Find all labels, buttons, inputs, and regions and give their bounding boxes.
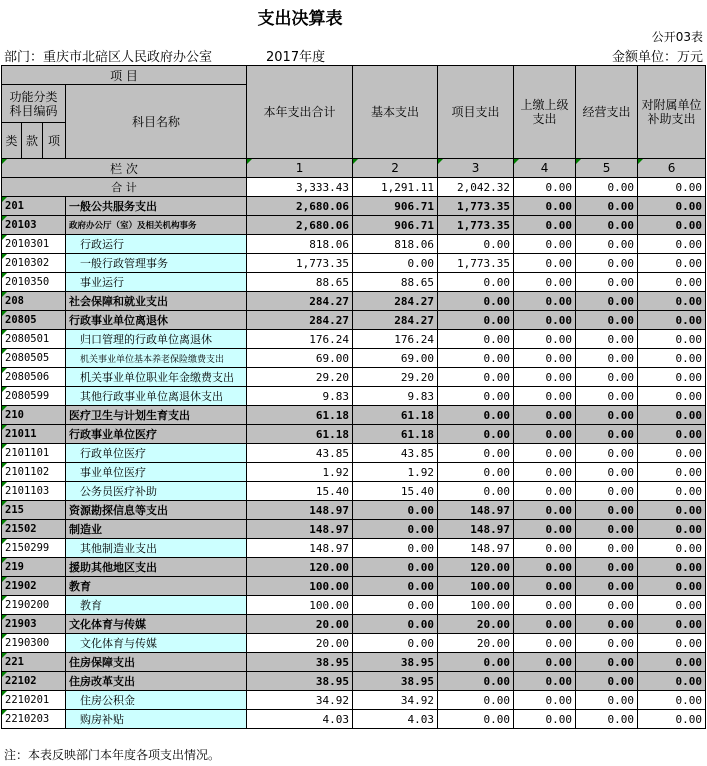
row-value: 284.27: [247, 292, 353, 311]
row-value: 9.83: [353, 387, 438, 406]
row-value: 0.00: [576, 406, 638, 425]
row-value: 0.00: [438, 292, 514, 311]
table-row: [2, 197, 706, 216]
row-code: 2210203: [2, 710, 66, 729]
footer-note: 注：本表反映部门本年度各项支出情况。: [4, 748, 221, 762]
row-value: 43.85: [353, 444, 438, 463]
row-value: 0.00: [514, 311, 576, 330]
row-value: 0.00: [353, 501, 438, 520]
row-value: 34.92: [353, 691, 438, 710]
table-row: [2, 615, 706, 634]
header-lanci: 栏 次: [2, 159, 247, 178]
row-value: 0.00: [576, 254, 638, 273]
row-code: 2101103: [2, 482, 66, 501]
row-value: 100.00: [438, 577, 514, 596]
col-num-2: 2: [353, 159, 438, 178]
meta-line: [4, 46, 703, 64]
row-value: 0.00: [638, 349, 706, 368]
row-value: 0.00: [514, 387, 576, 406]
total-label: 合 计: [2, 178, 247, 197]
row-value: 148.97: [438, 539, 514, 558]
row-value: 0.00: [438, 653, 514, 672]
table-row: [2, 634, 706, 653]
row-value: 284.27: [353, 311, 438, 330]
header-xiang: 项: [43, 123, 66, 159]
total-value: 0.00: [638, 178, 706, 197]
row-value: 0.00: [638, 387, 706, 406]
row-value: 1.92: [247, 463, 353, 482]
row-value: 0.00: [438, 691, 514, 710]
row-value: 1,773.35: [247, 254, 353, 273]
row-value: 69.00: [247, 349, 353, 368]
row-value: 38.95: [353, 653, 438, 672]
row-name: 社会保障和就业支出: [66, 292, 247, 311]
row-code: 2150299: [2, 539, 66, 558]
row-name: 资源勘探信息等支出: [66, 501, 247, 520]
row-code: 221: [2, 653, 66, 672]
row-value: 38.95: [353, 672, 438, 691]
table-row: [2, 691, 706, 710]
row-value: 0.00: [576, 539, 638, 558]
row-value: 1,773.35: [438, 254, 514, 273]
row-value: 0.00: [353, 596, 438, 615]
col-num-3: 3: [438, 159, 514, 178]
row-value: 0.00: [514, 273, 576, 292]
table-row: [2, 520, 706, 539]
row-value: 20.00: [247, 634, 353, 653]
col-num-5: 5: [576, 159, 638, 178]
row-code: 21011: [2, 425, 66, 444]
header-col-2: 基本支出: [353, 66, 438, 159]
table-row: [2, 387, 706, 406]
row-name: 一般公共服务支出: [66, 197, 247, 216]
row-value: 9.83: [247, 387, 353, 406]
row-value: 1,773.35: [438, 216, 514, 235]
row-value: 0.00: [576, 387, 638, 406]
row-code: 2080599: [2, 387, 66, 406]
row-name: 行政事业单位离退休: [66, 311, 247, 330]
row-value: 0.00: [576, 558, 638, 577]
row-name: 机关事业单位职业年金缴费支出: [66, 368, 247, 387]
header-xiangmu: 项 目: [2, 66, 247, 85]
row-value: 61.18: [247, 425, 353, 444]
unit-label: 金额单位：万元: [611, 50, 703, 65]
row-value: 0.00: [638, 691, 706, 710]
row-value: 0.00: [514, 577, 576, 596]
row-value: 0.00: [438, 330, 514, 349]
table-row: [2, 254, 706, 273]
row-value: 0.00: [514, 330, 576, 349]
row-value: 0.00: [576, 463, 638, 482]
row-code: 21902: [2, 577, 66, 596]
row-value: 69.00: [353, 349, 438, 368]
row-value: 0.00: [514, 425, 576, 444]
row-code: 2101101: [2, 444, 66, 463]
row-name: 其他行政事业单位离退休支出: [66, 387, 247, 406]
row-value: 148.97: [247, 520, 353, 539]
row-value: 4.03: [353, 710, 438, 729]
row-name: 援助其他地区支出: [66, 558, 247, 577]
row-value: 0.00: [576, 672, 638, 691]
row-value: 0.00: [514, 634, 576, 653]
table-row: [2, 672, 706, 691]
row-value: 88.65: [247, 273, 353, 292]
row-name: 公务员医疗补助: [66, 482, 247, 501]
table-row: [2, 368, 706, 387]
row-value: 0.00: [576, 425, 638, 444]
row-value: 148.97: [438, 520, 514, 539]
table-row: [2, 577, 706, 596]
table-row: [2, 463, 706, 482]
row-code: 21903: [2, 615, 66, 634]
row-value: 100.00: [247, 577, 353, 596]
row-value: 818.06: [247, 235, 353, 254]
row-value: 0.00: [638, 653, 706, 672]
row-value: 0.00: [576, 520, 638, 539]
row-value: 0.00: [638, 330, 706, 349]
table-row: [2, 653, 706, 672]
row-value: 0.00: [638, 615, 706, 634]
row-value: 34.92: [247, 691, 353, 710]
row-value: 0.00: [438, 425, 514, 444]
row-value: 0.00: [576, 596, 638, 615]
row-value: 0.00: [638, 672, 706, 691]
row-value: 0.00: [514, 235, 576, 254]
row-value: 0.00: [353, 577, 438, 596]
table-row: [2, 710, 706, 729]
row-value: 0.00: [576, 330, 638, 349]
table-row: [2, 330, 706, 349]
row-value: 0.00: [576, 482, 638, 501]
table-row: [2, 311, 706, 330]
table-row: [2, 482, 706, 501]
department-label: 部门：重庆市北碚区人民政府办公室: [4, 50, 213, 65]
row-value: 0.00: [638, 634, 706, 653]
row-value: 0.00: [576, 634, 638, 653]
table-row: [2, 558, 706, 577]
page-title: 支出决算表: [257, 9, 343, 29]
header-col-6: 对附属单位补助支出: [638, 66, 706, 159]
row-value: 906.71: [353, 216, 438, 235]
row-value: 148.97: [247, 501, 353, 520]
table-row: [2, 349, 706, 368]
row-value: 0.00: [576, 349, 638, 368]
row-value: 0.00: [514, 482, 576, 501]
table-row: [2, 596, 706, 615]
row-value: 0.00: [353, 558, 438, 577]
row-value: 0.00: [576, 501, 638, 520]
row-code: 210: [2, 406, 66, 425]
row-value: 0.00: [638, 596, 706, 615]
table-row: [2, 406, 706, 425]
row-value: 15.40: [247, 482, 353, 501]
row-value: 100.00: [247, 596, 353, 615]
row-name: 机关事业单位基本养老保险缴费支出: [66, 349, 247, 368]
row-code: 2101102: [2, 463, 66, 482]
table-row: [2, 539, 706, 558]
row-value: 0.00: [576, 691, 638, 710]
row-value: 0.00: [438, 672, 514, 691]
row-value: 0.00: [438, 463, 514, 482]
col-num-1: 1: [247, 159, 353, 178]
table-row: [2, 216, 706, 235]
header-kuan: 款: [22, 123, 43, 159]
row-code: 2080506: [2, 368, 66, 387]
row-value: 0.00: [576, 615, 638, 634]
row-code: 219: [2, 558, 66, 577]
row-value: 0.00: [353, 634, 438, 653]
row-value: 61.18: [353, 406, 438, 425]
row-value: 0.00: [438, 368, 514, 387]
row-value: 0.00: [514, 691, 576, 710]
row-value: 0.00: [438, 444, 514, 463]
row-value: 120.00: [247, 558, 353, 577]
row-value: 0.00: [438, 273, 514, 292]
col-num-4: 4: [514, 159, 576, 178]
table-row: [2, 273, 706, 292]
row-value: 0.00: [638, 444, 706, 463]
total-value: 1,291.11: [353, 178, 438, 197]
row-value: 0.00: [576, 368, 638, 387]
row-value: 906.71: [353, 197, 438, 216]
row-value: 0.00: [514, 558, 576, 577]
row-value: 20.00: [438, 634, 514, 653]
row-value: 0.00: [576, 292, 638, 311]
header-func-code: 功能分类科目编码: [2, 85, 66, 123]
row-value: 20.00: [438, 615, 514, 634]
row-code: 2010302: [2, 254, 66, 273]
row-name: 行政事业单位医疗: [66, 425, 247, 444]
row-value: 0.00: [438, 710, 514, 729]
row-value: 176.24: [353, 330, 438, 349]
row-value: 0.00: [638, 577, 706, 596]
row-value: 0.00: [638, 311, 706, 330]
row-code: 2190200: [2, 596, 66, 615]
row-value: 0.00: [638, 558, 706, 577]
row-value: 0.00: [514, 197, 576, 216]
row-name: 购房补贴: [66, 710, 247, 729]
col-num-6: 6: [638, 159, 706, 178]
row-value: 4.03: [247, 710, 353, 729]
row-value: 0.00: [514, 254, 576, 273]
row-name: 教育: [66, 596, 247, 615]
row-value: 0.00: [514, 653, 576, 672]
row-value: 38.95: [247, 653, 353, 672]
row-value: 148.97: [247, 539, 353, 558]
row-value: 0.00: [576, 235, 638, 254]
row-value: 120.00: [438, 558, 514, 577]
row-value: 0.00: [638, 710, 706, 729]
row-value: 0.00: [514, 596, 576, 615]
row-code: 2010350: [2, 273, 66, 292]
row-value: 0.00: [638, 406, 706, 425]
row-value: 0.00: [514, 349, 576, 368]
row-value: 0.00: [638, 197, 706, 216]
row-value: 0.00: [514, 444, 576, 463]
row-value: 0.00: [514, 216, 576, 235]
row-value: 61.18: [247, 406, 353, 425]
table-row: [2, 501, 706, 520]
row-value: 0.00: [638, 520, 706, 539]
header-col-1: 本年支出合计: [247, 66, 353, 159]
row-value: 0.00: [438, 311, 514, 330]
row-value: 0.00: [353, 539, 438, 558]
row-name: 其他制造业支出: [66, 539, 247, 558]
row-value: 0.00: [638, 235, 706, 254]
row-code: 2080505: [2, 349, 66, 368]
row-value: 0.00: [638, 368, 706, 387]
row-value: 818.06: [353, 235, 438, 254]
row-value: 0.00: [514, 710, 576, 729]
row-value: 0.00: [638, 463, 706, 482]
table-row: [2, 425, 706, 444]
row-code: 2080501: [2, 330, 66, 349]
table-row: [2, 292, 706, 311]
row-name: 行政运行: [66, 235, 247, 254]
row-name: 文化体育与传媒: [66, 634, 247, 653]
row-value: 0.00: [438, 482, 514, 501]
row-code: 2190300: [2, 634, 66, 653]
row-value: 15.40: [353, 482, 438, 501]
row-code: 22102: [2, 672, 66, 691]
row-value: 284.27: [353, 292, 438, 311]
row-name: 住房公积金: [66, 691, 247, 710]
row-value: 0.00: [576, 710, 638, 729]
row-value: 0.00: [638, 216, 706, 235]
row-value: 1,773.35: [438, 197, 514, 216]
header-col-5: 经营支出: [576, 66, 638, 159]
row-value: 2,680.06: [247, 216, 353, 235]
row-value: 0.00: [638, 425, 706, 444]
header-col-3: 项目支出: [438, 66, 514, 159]
row-value: 0.00: [638, 292, 706, 311]
row-value: 0.00: [438, 235, 514, 254]
table-row: [2, 444, 706, 463]
row-value: 284.27: [247, 311, 353, 330]
row-code: 208: [2, 292, 66, 311]
total-value: 0.00: [514, 178, 576, 197]
row-value: 0.00: [638, 482, 706, 501]
row-value: 0.00: [438, 387, 514, 406]
row-name: 文化体育与传媒: [66, 615, 247, 634]
row-code: 2210201: [2, 691, 66, 710]
row-name: 医疗卫生与计划生育支出: [66, 406, 247, 425]
year-label: 2017年度: [266, 50, 326, 65]
row-value: 0.00: [514, 368, 576, 387]
total-value: 2,042.32: [438, 178, 514, 197]
row-value: 0.00: [353, 520, 438, 539]
row-value: 29.20: [353, 368, 438, 387]
row-value: 0.00: [353, 615, 438, 634]
row-value: 0.00: [576, 273, 638, 292]
row-value: 0.00: [638, 254, 706, 273]
row-value: 0.00: [514, 672, 576, 691]
row-value: 0.00: [438, 349, 514, 368]
header-lei: 类: [2, 123, 22, 159]
row-name: 行政单位医疗: [66, 444, 247, 463]
row-value: 0.00: [514, 406, 576, 425]
row-code: 21502: [2, 520, 66, 539]
expenditure-table: [1, 65, 706, 729]
table-row: [2, 235, 706, 254]
row-code: 20103: [2, 216, 66, 235]
row-code: 20805: [2, 311, 66, 330]
total-value: 0.00: [576, 178, 638, 197]
row-name: 政府办公厅（室）及相关机构事务: [66, 216, 247, 235]
row-value: 100.00: [438, 596, 514, 615]
row-value: 61.18: [353, 425, 438, 444]
total-row: [2, 178, 706, 197]
header-subject-name: 科目名称: [66, 85, 247, 159]
row-value: 0.00: [638, 501, 706, 520]
row-value: 0.00: [514, 501, 576, 520]
row-value: 0.00: [576, 653, 638, 672]
total-value: 3,333.43: [247, 178, 353, 197]
row-name: 归口管理的行政单位离退休: [66, 330, 247, 349]
row-value: 29.20: [247, 368, 353, 387]
row-value: 0.00: [353, 254, 438, 273]
row-value: 38.95: [247, 672, 353, 691]
row-code: 201: [2, 197, 66, 216]
row-value: 43.85: [247, 444, 353, 463]
row-value: 0.00: [514, 615, 576, 634]
row-value: 0.00: [514, 520, 576, 539]
row-value: 1.92: [353, 463, 438, 482]
row-name: 住房保障支出: [66, 653, 247, 672]
row-value: 20.00: [247, 615, 353, 634]
row-name: 住房改革支出: [66, 672, 247, 691]
row-code: 215: [2, 501, 66, 520]
row-value: 0.00: [576, 444, 638, 463]
row-name: 事业运行: [66, 273, 247, 292]
row-value: 0.00: [576, 311, 638, 330]
row-value: 0.00: [638, 273, 706, 292]
row-value: 0.00: [514, 292, 576, 311]
row-code: 2010301: [2, 235, 66, 254]
row-name: 教育: [66, 577, 247, 596]
row-name: 事业单位医疗: [66, 463, 247, 482]
row-value: 0.00: [438, 406, 514, 425]
row-value: 176.24: [247, 330, 353, 349]
row-value: 148.97: [438, 501, 514, 520]
row-value: 0.00: [576, 216, 638, 235]
row-value: 0.00: [514, 463, 576, 482]
row-value: 0.00: [576, 197, 638, 216]
row-value: 0.00: [638, 539, 706, 558]
row-value: 0.00: [514, 539, 576, 558]
row-name: 一般行政管理事务: [66, 254, 247, 273]
row-name: 制造业: [66, 520, 247, 539]
table-number: 公开03表: [651, 30, 703, 44]
row-value: 0.00: [576, 577, 638, 596]
header-col-4: 上缴上级支出: [514, 66, 576, 159]
row-value: 88.65: [353, 273, 438, 292]
row-value: 2,680.06: [247, 197, 353, 216]
